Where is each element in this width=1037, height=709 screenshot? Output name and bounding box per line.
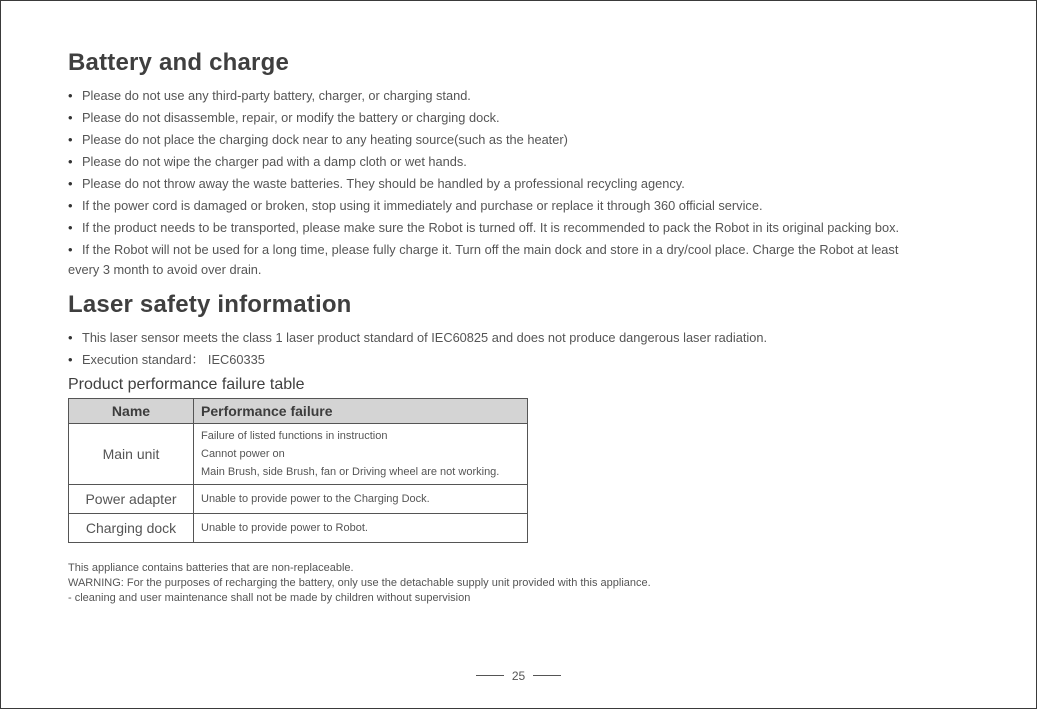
note-line: - cleaning and user maintenance shall not be made by children without supervision [68,592,471,604]
table-row [69,485,528,514]
row-description [194,424,528,485]
table-row [69,514,528,543]
list-item: • Please do not throw away the waste batteries. They should be handled by a professional recycling agency. [68,174,918,194]
row-description [194,485,528,514]
list-item: • This laser sensor meets the class 1 laser product standard of IEC60825 and does not produce dangerous laser radiation. [68,328,918,348]
page-number-rule-right [533,675,561,676]
page-number-rule-left [476,675,504,676]
battery-list [68,86,918,280]
row-description [194,514,528,543]
page-number [0,668,1037,683]
row-name: Main unit [69,424,194,485]
page-number-text: 25 [511,668,526,683]
section-title-laser: Laser safety information [68,291,352,318]
laser-list [68,328,918,370]
page-content [68,46,918,606]
description-line: Main Brush, side Brush, fan or Driving wheel are not working. [201,466,500,478]
row-name: Power adapter [69,485,194,514]
table-title: Product performance failure table [68,376,305,393]
description-line: Failure of listed functions in instruction [201,430,388,442]
section-title-battery: Battery and charge [68,49,290,76]
table-row [69,424,528,485]
note-line: This appliance contains batteries that are non-replaceable. [68,562,354,574]
header-name: Name [69,399,194,424]
list-item: • If the product needs to be transported, please make sure the Robot is turned off. It is recommended to pack the Robot in its original packing box. [68,218,918,238]
note-line: WARNING: For the purposes of recharging the battery, only use the detachable supply unit provided with this appliance. [68,577,651,589]
header-performance-failure: Performance failure [194,399,528,424]
list-item: • If the power cord is damaged or broken, stop using it immediately and purchase or replace it through 360 official service. [68,196,918,216]
row-name: Charging dock [69,514,194,543]
list-item: • If the Robot will not be used for a long time, please fully charge it. Turn off the main dock and store in a dry/cool place. Charge the Robot at least every 3 month to avoid over drain. [68,240,918,280]
description-line: Cannot power on [201,448,285,460]
description-line: Unable to provide power to the Charging Dock. [201,493,430,505]
table-header-row [69,399,528,424]
description-line: Unable to provide power to Robot. [201,522,368,534]
list-item: • Please do not use any third-party battery, charger, or charging stand. [68,86,918,106]
list-item: • Execution standard： IEC60335 [68,350,918,370]
failure-table [68,398,528,543]
list-item: • Please do not place the charging dock near to any heating source(such as the heater) [68,130,918,150]
notes [68,561,918,606]
list-item: • Please do not wipe the charger pad with a damp cloth or wet hands. [68,152,918,172]
list-item: • Please do not disassemble, repair, or modify the battery or charging dock. [68,108,918,128]
